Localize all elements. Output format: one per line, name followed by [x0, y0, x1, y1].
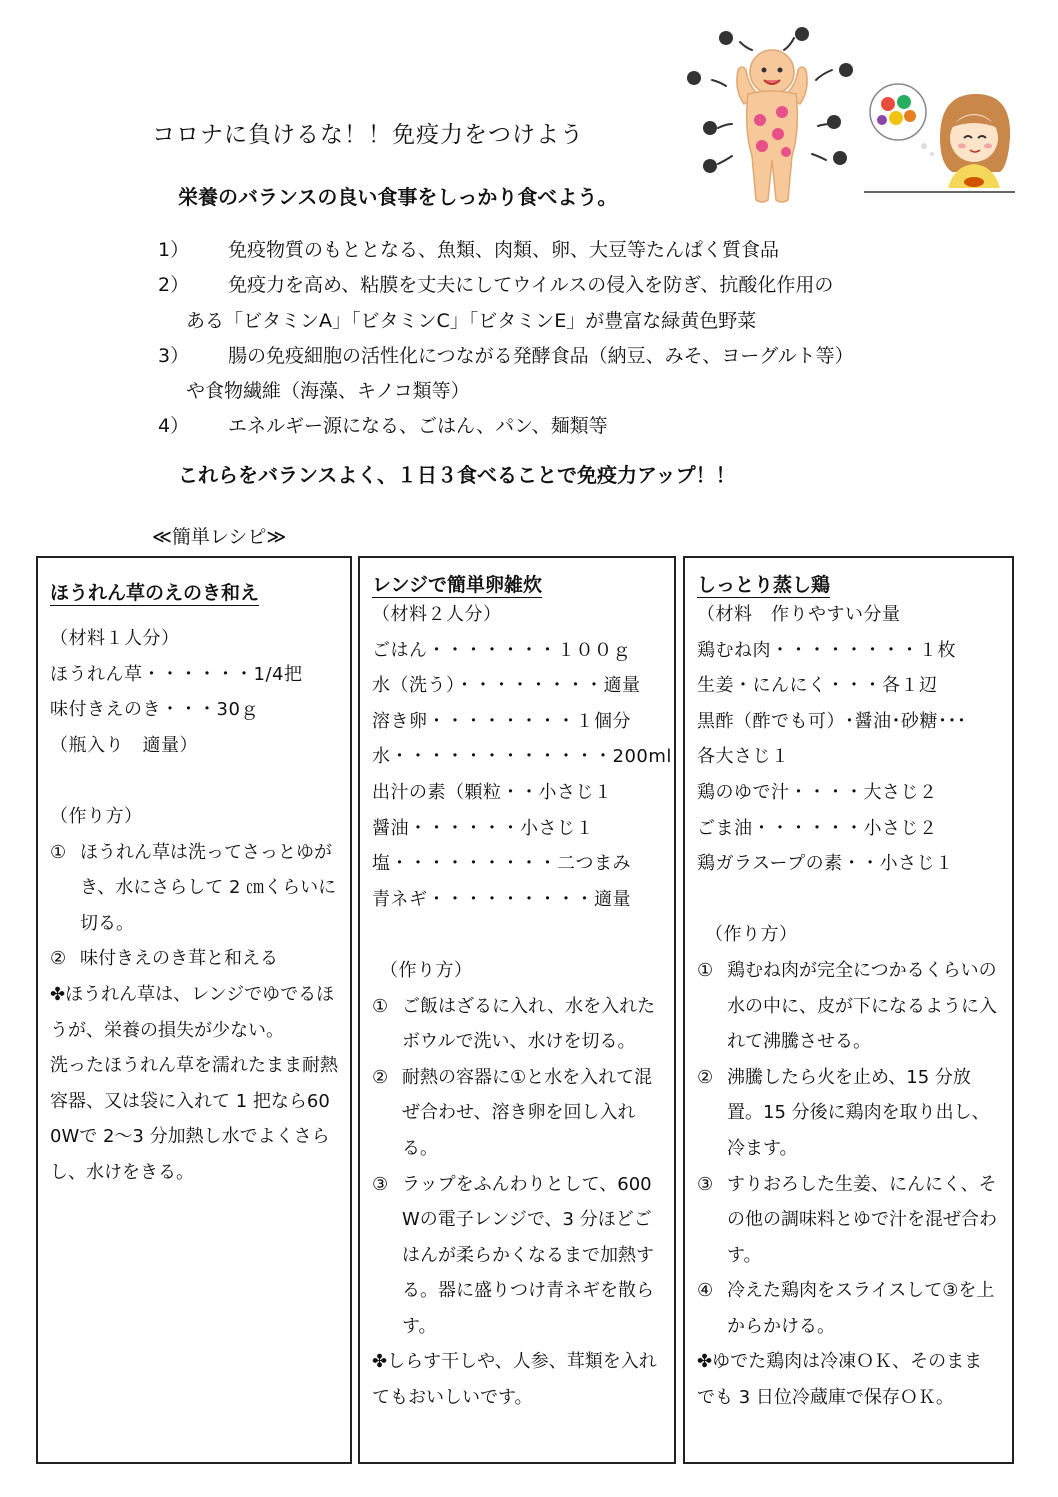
- ingredient: 鶏むね肉・・・・・・・・１枚: [697, 639, 956, 661]
- ingredient: 水（洗う）・・・・・・・・適量: [372, 675, 641, 697]
- materials-label: （材料 作りやすい分量: [697, 604, 901, 625]
- nutrition-num: 4）: [158, 415, 190, 437]
- step-mark: ③: [697, 1173, 714, 1195]
- ingredient: （瓶入り 適量）: [50, 734, 198, 756]
- ingredient: 黒酢（酢でも可）･醤油･砂糖･･･: [697, 710, 967, 732]
- step-mark: ④: [697, 1280, 714, 1302]
- conclusion: これらをバランスよく、１日３食べることで免疫力アップ！！: [178, 463, 736, 487]
- nutrition-item-3-cont: や食物繊維（海藻、キノコ類等）: [186, 380, 470, 402]
- ingredient: 溶き卵・・・・・・・・１個分: [372, 710, 631, 732]
- recipe-step: [50, 941, 338, 977]
- step-text: すりおろした生姜、にんにく、その他の調味料とゆで汁を混ぜ合わす。: [727, 1173, 997, 1266]
- step-text: 冷えた鶏肉をスライスして③を上からかける。: [727, 1280, 995, 1337]
- step-text: ラップをふんわりとして、600Wの電子レンジで、3 分ほどごはんが柔らかくなるまで加熱する。器に盛りつけ青ネギを散らす。: [402, 1173, 654, 1337]
- ingredient: 醤油・・・・・・小さじ１: [372, 817, 594, 839]
- nutrition-text: 免疫物質のもととなる、魚類、肉類、卵、大豆等たんぱく質食品: [228, 239, 780, 261]
- nutrition-text: 免疫力を高め、粘膜を丈夫にしてウイルスの侵入を防ぎ、抗酸化作用の: [228, 274, 834, 296]
- materials-label: （材料２人分）: [372, 604, 502, 625]
- ingredient: 水・・・・・・・・・・・・200ml: [372, 746, 672, 768]
- nutrition-num: 3）: [158, 345, 190, 367]
- step-mark: ②: [372, 1066, 389, 1088]
- method-label: （作り方）: [705, 924, 798, 946]
- woman-eating-icon: [860, 82, 1015, 194]
- materials-label: （材料１人分）: [50, 628, 180, 649]
- step-text: ほうれん草は洗ってさっとゆがき、水にさらして 2 ㎝くらいに切る。: [80, 841, 337, 934]
- method-label: （作り方）: [380, 959, 473, 981]
- ingredient: ごま油・・・・・・小さじ２: [697, 817, 938, 839]
- ingredient: ごはん・・・・・・・１００ｇ: [372, 639, 631, 661]
- page-title: コロナに負けるな！！免疫力をつけよう: [152, 122, 584, 148]
- step-text: 沸騰したら火を止め、15 分放置。15 分後に鶏肉を取り出し、冷ます。: [727, 1066, 990, 1159]
- ingredient: 鶏のゆで汁・・・・大さじ２: [697, 781, 938, 803]
- recipe-step: [697, 953, 1000, 1060]
- page-subtitle: 栄養のバランスの良い食事をしっかり食べよう。: [178, 185, 618, 209]
- recipe-note: ✤ゆでた鶏肉は冷凍ＯＫ、そのままでも 3 日位冷蔵庫で保存ＯＫ。: [697, 1351, 983, 1409]
- recipe-card-steamed-chicken: [683, 556, 1014, 1464]
- recipe-step: [372, 989, 662, 1060]
- recipe-title: しっとり蒸し鶏: [697, 574, 831, 596]
- recipe-step: [50, 835, 338, 942]
- nutrition-num: 1）: [158, 239, 190, 261]
- step-mark: ①: [697, 959, 714, 981]
- step-text: 鶏むね肉が完全につかるくらいの水の中に、皮が下になるように入れて沸騰させる。: [727, 959, 997, 1053]
- recipe-note: ✤ほうれん草は、レンジでゆでるほうが、栄養の損失が少ない。: [50, 983, 335, 1041]
- recipe-note: 洗ったほうれん草を濡れたまま耐熱容器、又は袋に入れて 1 把なら600Wで 2〜3 分加熱し水でよくさらし、水けをきる。: [50, 1055, 338, 1183]
- ingredient: 青ネギ・・・・・・・・・適量: [372, 888, 631, 910]
- recipe-title: レンジで簡単卵雑炊: [372, 574, 543, 596]
- recipe-step: [697, 1060, 1000, 1167]
- ingredient: 味付きえのき・・・30ｇ: [50, 699, 259, 721]
- ingredient: ほうれん草・・・・・・1/4把: [50, 663, 303, 685]
- ingredient: 鶏ガラスープの素・・小さじ１: [697, 853, 954, 875]
- ingredient: 各大さじ１: [697, 746, 790, 768]
- ingredient: 塩・・・・・・・・・二つまみ: [372, 853, 631, 875]
- nutrition-item-2: [158, 271, 833, 299]
- step-mark: ②: [50, 948, 67, 970]
- recipe-title: ほうれん草のえのき和え: [50, 582, 260, 604]
- immune-body-germs-icon: [682, 24, 862, 206]
- step-text: 耐熱の容器に①と水を入れて混ぜ合わせ、溶き卵を回し入れる。: [402, 1066, 653, 1159]
- nutrition-item-1: [158, 236, 779, 264]
- recipe-card-spinach: [36, 556, 352, 1464]
- ingredient: 生姜・にんにく・・・各１辺: [697, 675, 938, 697]
- step-text: 味付きえのき茸と和える: [80, 948, 278, 970]
- step-mark: ②: [697, 1066, 714, 1088]
- recipe-step: [697, 1167, 1000, 1274]
- ingredient: 出汁の素（顆粒・・小さじ１: [372, 781, 613, 803]
- nutrition-item-4: [158, 412, 608, 440]
- recipe-card-egg-porridge: [358, 556, 676, 1464]
- nutrition-text: エネルギー源になる、ごはん、パン、麺類等: [228, 415, 608, 437]
- recipe-heading: ≪簡単レシピ≫: [152, 526, 287, 548]
- recipe-step: [372, 1167, 662, 1345]
- method-label: （作り方）: [50, 805, 143, 827]
- nutrition-item-3: [158, 342, 854, 370]
- recipe-note: ✤しらす干しや、人参、茸類を入れてもおいしいです。: [372, 1351, 657, 1409]
- step-mark: ①: [50, 841, 67, 863]
- step-text: ご飯はざるに入れ、水を入れたボウルで洗い、水けを切る。: [402, 995, 656, 1053]
- step-mark: ①: [372, 995, 389, 1017]
- nutrition-text: 腸の免疫細胞の活性化につながる発酵食品（納豆、みそ、ヨーグルト等）: [228, 345, 854, 367]
- nutrition-item-2-cont: ある「ビタミンA」「ビタミンC」「ビタミンE」が豊富な緑黄色野菜: [186, 310, 757, 332]
- step-mark: ③: [372, 1173, 389, 1195]
- nutrition-num: 2）: [158, 274, 190, 296]
- recipe-step: [372, 1060, 662, 1167]
- recipe-step: [697, 1273, 1000, 1344]
